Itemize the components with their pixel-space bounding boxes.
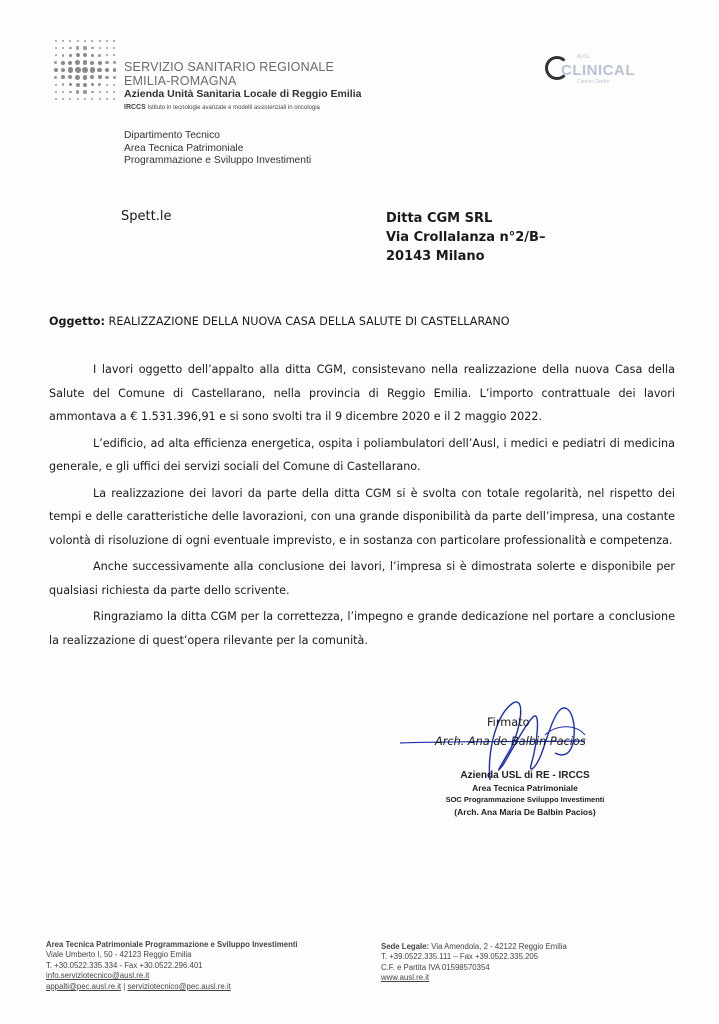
- logo-top-text: AUSL: [577, 54, 591, 60]
- footer-left: [46, 940, 298, 992]
- irccs-label: IRCCS: [124, 104, 146, 111]
- logo-dot: [69, 47, 71, 49]
- logo-dot: [75, 75, 80, 80]
- footer-legal-address: Via Amendola, 2 - 42122 Reggio Emilia: [431, 942, 567, 951]
- logo-dot: [106, 54, 108, 56]
- department-block: [124, 130, 311, 168]
- logo-dot: [91, 83, 94, 86]
- footer-right: [381, 942, 567, 984]
- logo-dot: [106, 98, 108, 100]
- logo-dot: [54, 61, 57, 64]
- logo-dot: [61, 75, 65, 79]
- logo-dot: [113, 68, 117, 72]
- logo-dot: [83, 75, 88, 80]
- logo-dot: [69, 40, 71, 42]
- logo-dot: [55, 47, 57, 49]
- logo-dot: [106, 91, 108, 93]
- logo-dot: [113, 84, 115, 86]
- logo-dot: [83, 60, 88, 65]
- clinical-cancer-centre-logo: [545, 52, 635, 87]
- logo-dot: [91, 40, 93, 42]
- logo-dot: [113, 76, 116, 79]
- logo-dot: [55, 84, 57, 86]
- footer-pec-link[interactable]: serviziotecnico@pec.ausl.re.it: [127, 981, 231, 991]
- logo-dot: [90, 67, 95, 72]
- logo-dot: [91, 54, 94, 57]
- logo-dot: [62, 47, 64, 49]
- logo-dot: [113, 98, 115, 100]
- logo-dot: [83, 53, 87, 57]
- logo-dot: [113, 47, 115, 49]
- logo-dot: [98, 61, 102, 65]
- logo-dot: [76, 90, 79, 93]
- logo-dot: [75, 60, 80, 65]
- logo-dot: [55, 54, 57, 56]
- logo-dot: [54, 68, 58, 72]
- logo-dot: [69, 98, 71, 100]
- logo-dot: [113, 91, 115, 93]
- logo-dot: [99, 91, 101, 93]
- logo-dot: [62, 98, 64, 100]
- footer-vat: C.F. e Partita IVA 01598570354: [381, 962, 490, 972]
- body-paragraph: I lavori oggetto dell’appalto alla ditta CGM, consistevano nella realizzazione della nuova Casa della Salute del Comune di Castellarano, nella provincia di Reggio Emilia. L’importo contrattuale dei lavori ammontava a € 1.531.396,91 e si sono svolti tra il 9 dicembre 2020 e il 2 maggio 2022.: [49, 363, 675, 423]
- footer-separator: |: [123, 981, 126, 991]
- logo-dot: [91, 98, 93, 100]
- logo-dot: [84, 40, 86, 42]
- footer-email-link[interactable]: info.serviziotecnico@ausl.re.it: [46, 971, 150, 981]
- footer-website-link[interactable]: www.ausl.re.it: [381, 973, 430, 983]
- letter-body: [49, 358, 675, 655]
- signature-stamp: [420, 770, 630, 818]
- irccs-text: Istituto in tecnologie avanzate e modelli assistenziali in oncologia: [147, 105, 320, 111]
- logo-dot: [106, 47, 108, 49]
- recipient-line: 20143 Milano: [386, 249, 485, 264]
- logo-dot: [90, 61, 94, 65]
- logo-dot: [113, 61, 116, 64]
- footer-left-title: Area Tecnica Patrimoniale Programmazione e Sviluppo Investimenti: [46, 940, 298, 949]
- logo-dot: [99, 98, 101, 100]
- signer-name: Arch. Ana de Balbin Pacios: [435, 735, 586, 748]
- logo-dot: [91, 47, 93, 49]
- logo-dot: [113, 54, 115, 56]
- body-paragraph: L’edificio, ad alta efficienza energetica, ospita i poliambulatori dell’Ausl, i medici e pediatri di medicina generale, e gli uffici dei servizi sociali del Comune di Castellarano.: [49, 436, 675, 473]
- logo-dot: [113, 40, 115, 42]
- logo-main-text: CLINICAL: [561, 62, 635, 79]
- logo-dot: [62, 54, 65, 57]
- org-name-line1: SERVIZIO SANITARIO REGIONALE: [124, 60, 335, 74]
- azienda-name: Azienda Unità Sanitaria Locale di Reggio Emilia: [124, 88, 362, 100]
- logo-dot: [84, 98, 86, 100]
- subject-text: REALIZZAZIONE DELLA NUOVA CASA DELLA SALUTE DI CASTELLARANO: [108, 315, 510, 328]
- recipient-line: Ditta CGM SRL: [386, 211, 493, 226]
- signed-label: Firmato: [487, 716, 530, 729]
- logo-dot: [76, 46, 79, 49]
- recipient-address: [386, 209, 545, 266]
- logo-dot: [77, 40, 79, 42]
- logo-dot: [99, 47, 101, 49]
- logo-dot: [106, 84, 108, 86]
- footer-pec-link[interactable]: appalti@pec.ausl.re.it: [46, 981, 122, 991]
- footer-right-phone: T. +39.0522.335.111 – Fax +39.0522.335.205: [381, 952, 539, 962]
- body-paragraph: Anche successivamente alla conclusione dei lavori, l’impresa si è dimostrata solerte e disponibile per qualsiasi richiesta da parte dello scrivente.: [49, 560, 675, 597]
- irccs-line: [124, 104, 320, 111]
- stamp-line: Azienda USL di RE - IRCCS: [460, 770, 590, 781]
- logo-dot: [76, 53, 80, 57]
- logo-dot: [98, 83, 101, 86]
- logo-dot: [55, 98, 57, 100]
- logo-dot: [55, 91, 57, 93]
- logo-dot: [83, 46, 86, 49]
- department-line: Area Tecnica Patrimoniale: [124, 142, 244, 154]
- stamp-line: (Arch. Ana Maria De Balbin Pacios): [454, 807, 596, 817]
- logo-dot: [105, 61, 108, 64]
- ser-logo-dot-grid-icon: [52, 37, 118, 103]
- logo-dot: [98, 75, 102, 79]
- footer-legal-label: Sede Legale:: [381, 942, 430, 951]
- stamp-line: SOC Programmazione Sviluppo Investimenti: [445, 795, 605, 804]
- logo-dot: [90, 75, 94, 79]
- recipient-line: Via Crollalanza n°2/B–: [386, 230, 546, 245]
- logo-dot: [83, 90, 86, 93]
- logo-dot: [61, 61, 65, 65]
- logo-dot: [97, 68, 102, 73]
- logo-dot: [106, 40, 108, 42]
- logo-dot: [62, 83, 65, 86]
- logo-dot: [83, 83, 87, 87]
- org-name: [124, 60, 334, 88]
- logo-dot: [105, 68, 109, 72]
- logo-dot: [76, 83, 80, 87]
- logo-dot: [68, 75, 72, 79]
- department-line: Programmazione e Sviluppo Investimenti: [124, 155, 312, 166]
- stamp-line: Area Tecnica Patrimoniale: [472, 783, 578, 793]
- logo-dot: [55, 40, 57, 42]
- logo-dot: [75, 67, 81, 73]
- org-name-line2: EMILIA-ROMAGNA: [124, 74, 237, 88]
- body-paragraph: Ringraziamo la ditta CGM per la correttezza, l’impegno e grande dedicazione nel portare a conclusione la realizzazione di quest’opera rilevante per la comunità.: [49, 610, 675, 647]
- body-paragraph: La realizzazione dei lavori da parte della ditta CGM si è svolta con totale regolarità, nel rispetto dei tempi e delle caratteristiche delle lavorazioni, con una grande disponibilità da parte dell’impresa, una costante volontà di risoluzione di ogni eventuale imprevisto, e in sostanza con particolare professionalità e competenza.: [49, 486, 675, 547]
- logo-dot: [61, 68, 66, 73]
- logo-dot: [105, 76, 108, 79]
- logo-dot: [91, 91, 93, 93]
- footer-left-address: Viale Umberto I, 50 - 42123 Reggio Emilia: [46, 950, 192, 960]
- logo-dot: [68, 61, 72, 65]
- logo-dot: [69, 91, 71, 93]
- logo-dot: [69, 83, 72, 86]
- subject-line: [49, 315, 510, 328]
- subject-label: Oggetto:: [49, 315, 105, 328]
- department-line: Dipartimento Tecnico: [124, 130, 220, 141]
- logo-dot: [98, 54, 101, 57]
- logo-dot: [82, 67, 88, 73]
- logo-dot: [62, 91, 64, 93]
- logo-dot: [69, 54, 72, 57]
- footer-left-phone: T. +30.0522.335.334 - Fax +30.0522.296.401: [46, 960, 203, 970]
- logo-dot: [99, 40, 101, 42]
- logo-dot: [62, 40, 64, 42]
- logo-dot: [77, 98, 79, 100]
- logo-dot: [68, 67, 73, 72]
- salutation: Spett.le: [121, 209, 172, 224]
- logo-sub-text: Cancer Centre: [577, 79, 610, 85]
- logo-dot: [54, 76, 57, 79]
